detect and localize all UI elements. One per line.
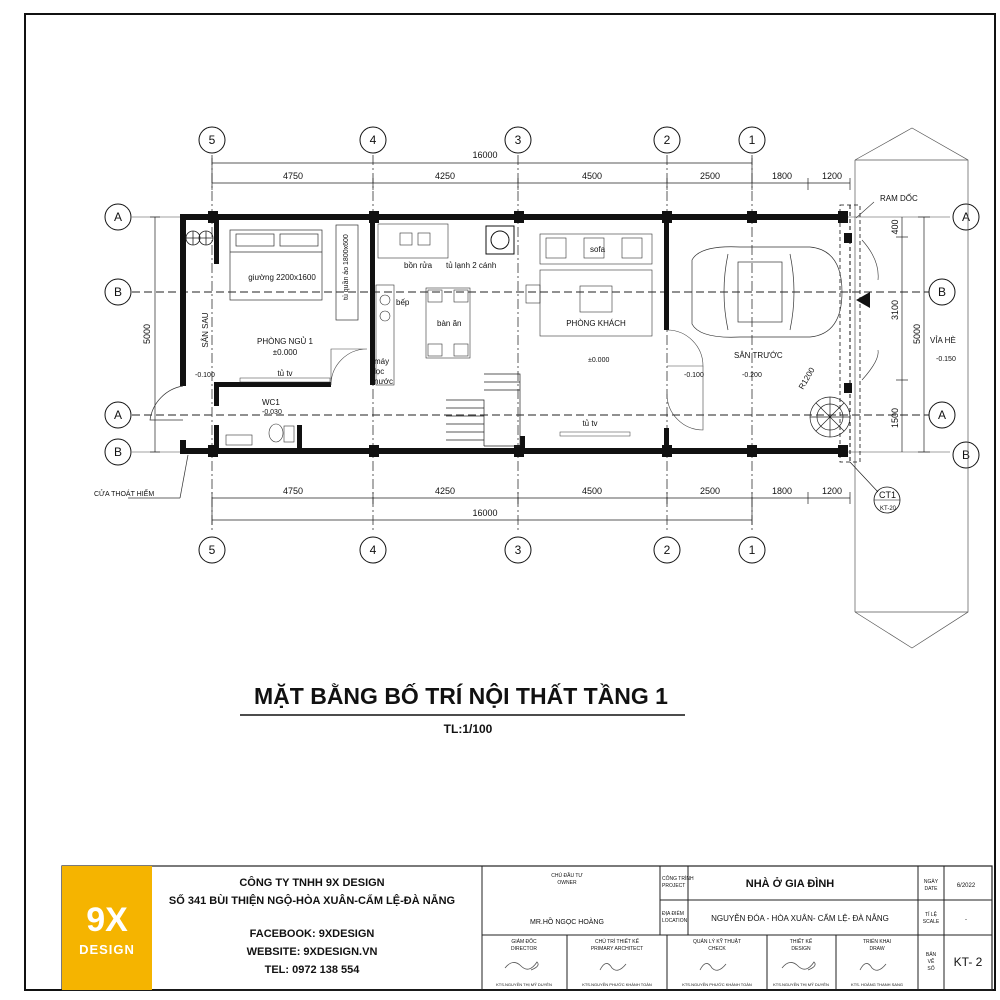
check-label-en: CHECK bbox=[708, 946, 726, 952]
sheet-number: KT- 2 bbox=[953, 955, 983, 969]
grid-label-bottom-3: 3 bbox=[514, 543, 522, 557]
check-signature bbox=[700, 963, 726, 970]
grid-label-top-2: 2 bbox=[663, 133, 671, 147]
label-kt20: KT-20 bbox=[880, 506, 897, 512]
dim-top-3: 4500 bbox=[581, 171, 603, 181]
label-ct1: CT1 bbox=[879, 490, 897, 500]
label-stove: bếp bbox=[396, 298, 410, 307]
date-label-en: DATE bbox=[924, 886, 938, 892]
company-facebook: FACEBOOK: 9XDESIGN bbox=[249, 928, 375, 940]
dim-bottom-1: 4750 bbox=[282, 486, 304, 496]
director-name: KTS.NGUYỄN THỊ MỸ DUYÊN bbox=[496, 982, 552, 987]
dim-bottom-total: 16000 bbox=[472, 508, 498, 518]
architect-signature bbox=[600, 963, 626, 970]
sheet-label-2: VẼ bbox=[927, 959, 935, 965]
dim-right-5000: 5000 bbox=[912, 323, 922, 345]
dim-top-4: 2500 bbox=[699, 171, 721, 181]
label-water-filter-2: lọc bbox=[374, 367, 385, 376]
label-r1200: R1200 bbox=[796, 366, 817, 391]
label-wardrobe: tủ quần áo 1800x600 bbox=[343, 234, 350, 300]
director-label-en: DIRECTOR bbox=[510, 946, 538, 952]
label-sidewalk-level: -0.150 bbox=[936, 356, 956, 363]
owner-label-en: OWNER bbox=[557, 880, 577, 886]
dim-top-1: 4750 bbox=[282, 171, 304, 181]
grid-label-top-3: 3 bbox=[514, 133, 522, 147]
company-address: SỐ 341 BÙI THIỆN NGỘ-HÒA XUÂN-CẨM LỆ-ĐÀ NẴNG bbox=[168, 895, 456, 907]
project-label: CÔNG TRÌNH bbox=[662, 876, 694, 882]
architect-name: KTS.NGUYỄN PHƯỚC KHÁNH TOÀN bbox=[582, 982, 652, 987]
label-wc-level: -0.030 bbox=[262, 409, 282, 416]
architect-label: CHỦ TRÌ THIẾT KẾ bbox=[595, 939, 639, 945]
draw-name: KTS. HOÀNG THANH SANG bbox=[851, 982, 903, 987]
label-back-yard: SÂN SAU bbox=[201, 312, 210, 348]
design-label-en: DESIGN bbox=[791, 946, 811, 952]
owner-label: CHỦ ĐẦU TƯ bbox=[551, 873, 583, 879]
director-label: GIÁM ĐỐC bbox=[511, 939, 537, 945]
date-label: NGÀY bbox=[923, 879, 939, 885]
label-bedroom-level: ±0.000 bbox=[272, 348, 298, 357]
grid-label-left-b1: B bbox=[113, 285, 123, 299]
check-name: KTS.NGUYỄN PHƯỚC KHÁNH TOÀN bbox=[682, 982, 752, 987]
project-name: NHÀ Ở GIA ĐÌNH bbox=[745, 878, 835, 890]
label-sofa: sofa bbox=[590, 245, 606, 254]
label-sidewalk: VỈA HÈ bbox=[930, 336, 956, 345]
grid-label-right-b1: B bbox=[937, 285, 947, 299]
scale-label-en: SCALE bbox=[922, 919, 940, 925]
dim-top-total: 16000 bbox=[472, 150, 498, 160]
dim-bottom-5: 1800 bbox=[771, 486, 793, 496]
label-level-0100: -0.100 bbox=[684, 372, 704, 379]
grid-label-right-a1: A bbox=[961, 210, 971, 224]
label-water-filter-1: máy bbox=[374, 357, 390, 366]
architect-label-en: PRIMARY ARCHITECT bbox=[590, 946, 644, 952]
draw-signature bbox=[860, 963, 886, 970]
company-tel: TEL: 0972 138 554 bbox=[264, 964, 360, 976]
label-back-yard-level: -0.100 bbox=[195, 372, 215, 379]
grid-label-top-4: 4 bbox=[369, 133, 377, 147]
grid-label-bottom-5: 5 bbox=[208, 543, 216, 557]
dim-left-5000: 5000 bbox=[142, 323, 152, 345]
label-ramp: RAM DỐC bbox=[880, 194, 918, 203]
scale-value: - bbox=[965, 917, 967, 923]
label-bedroom-tv: tủ tv bbox=[277, 369, 293, 378]
design-name: KTS.NGUYỄN THỊ MỸ DUYÊN bbox=[773, 982, 829, 987]
sheet-label-1: BẢN bbox=[925, 952, 937, 958]
check-label: QUẢN LÝ KỸ THUẬT bbox=[693, 939, 741, 945]
grid-label-left-a2: A bbox=[113, 408, 123, 422]
draw-label-en: DRAW bbox=[869, 946, 885, 952]
sheet-label-3: SỐ bbox=[927, 966, 935, 972]
title-block-frame bbox=[62, 866, 992, 990]
logo-9x: 9X bbox=[86, 901, 128, 939]
label-bedroom: PHÒNG NGỦ 1 bbox=[256, 337, 314, 346]
dim-top-5: 1800 bbox=[771, 171, 793, 181]
label-front-yard: SÂN TRƯỚC bbox=[734, 351, 783, 360]
label-wc: WC1 bbox=[262, 398, 280, 407]
grid-label-top-1: 1 bbox=[748, 133, 756, 147]
design-signature bbox=[782, 962, 815, 970]
dim-right-3100: 3100 bbox=[890, 299, 900, 321]
logo-design: DESIGN bbox=[79, 942, 135, 957]
dim-bottom-4: 2500 bbox=[699, 486, 721, 496]
dim-bottom-2: 4250 bbox=[434, 486, 456, 496]
label-level-0200: -0.200 bbox=[742, 372, 762, 379]
dim-bottom-3: 4500 bbox=[581, 486, 603, 496]
label-living-level: ±0.000 bbox=[588, 357, 610, 364]
draw-label: TRIỂN KHAI bbox=[862, 939, 892, 945]
grid-label-bottom-2: 2 bbox=[663, 543, 671, 557]
drawing-title: MẶT BẰNG BỐ TRÍ NỘI THẤT TẦNG 1 bbox=[254, 683, 668, 709]
dim-bottom-6: 1200 bbox=[821, 486, 843, 496]
grid-label-right-a2: A bbox=[937, 408, 947, 422]
dim-right-1500: 1500 bbox=[890, 407, 900, 429]
company-name: CÔNG TY TNHH 9X DESIGN bbox=[239, 877, 385, 889]
design-label: THIẾT KẾ bbox=[789, 939, 813, 945]
label-sink: bồn rửa bbox=[404, 261, 433, 270]
scale-label: TỈ LỆ bbox=[925, 912, 937, 918]
grid-label-right-b2: B bbox=[961, 448, 971, 462]
label-bed: giường 2200x1600 bbox=[248, 273, 316, 282]
grid-label-bottom-4: 4 bbox=[369, 543, 377, 557]
date-value: 6/2022 bbox=[956, 883, 976, 889]
grid-label-top-5: 5 bbox=[208, 133, 216, 147]
grid-label-left-b2: B bbox=[113, 445, 123, 459]
project-label-en: PROJECT bbox=[662, 883, 686, 889]
location-value: NGUYỄN ĐÓA - HÒA XUÂN- CẨM LỆ- ĐÀ NẴNG bbox=[711, 914, 889, 923]
label-water-filter-3: nước bbox=[374, 377, 394, 386]
director-signature bbox=[505, 962, 538, 970]
label-dining: bàn ăn bbox=[437, 319, 462, 328]
grid-label-left-a1: A bbox=[113, 210, 123, 224]
label-living-room: PHÒNG KHÁCH bbox=[566, 319, 626, 328]
dim-top-2: 4250 bbox=[434, 171, 456, 181]
company-website: WEBSITE: 9XDESIGN.VN bbox=[246, 946, 378, 958]
dim-right-400: 400 bbox=[890, 219, 900, 235]
location-label-en: LOCATION bbox=[662, 918, 688, 924]
label-escape-door: CỬA THOÁT HIỂM bbox=[94, 491, 155, 498]
drawing-scale: TL:1/100 bbox=[443, 722, 493, 736]
dim-top-6: 1200 bbox=[821, 171, 843, 181]
label-living-tv: tủ tv bbox=[582, 419, 598, 428]
owner-name: MR.HỒ NGỌC HOÀNG bbox=[530, 919, 604, 926]
location-label: ĐỊA ĐIỂM bbox=[662, 911, 684, 917]
label-fridge: tủ lạnh 2 cánh bbox=[446, 261, 497, 270]
grid-label-bottom-1: 1 bbox=[748, 543, 756, 557]
